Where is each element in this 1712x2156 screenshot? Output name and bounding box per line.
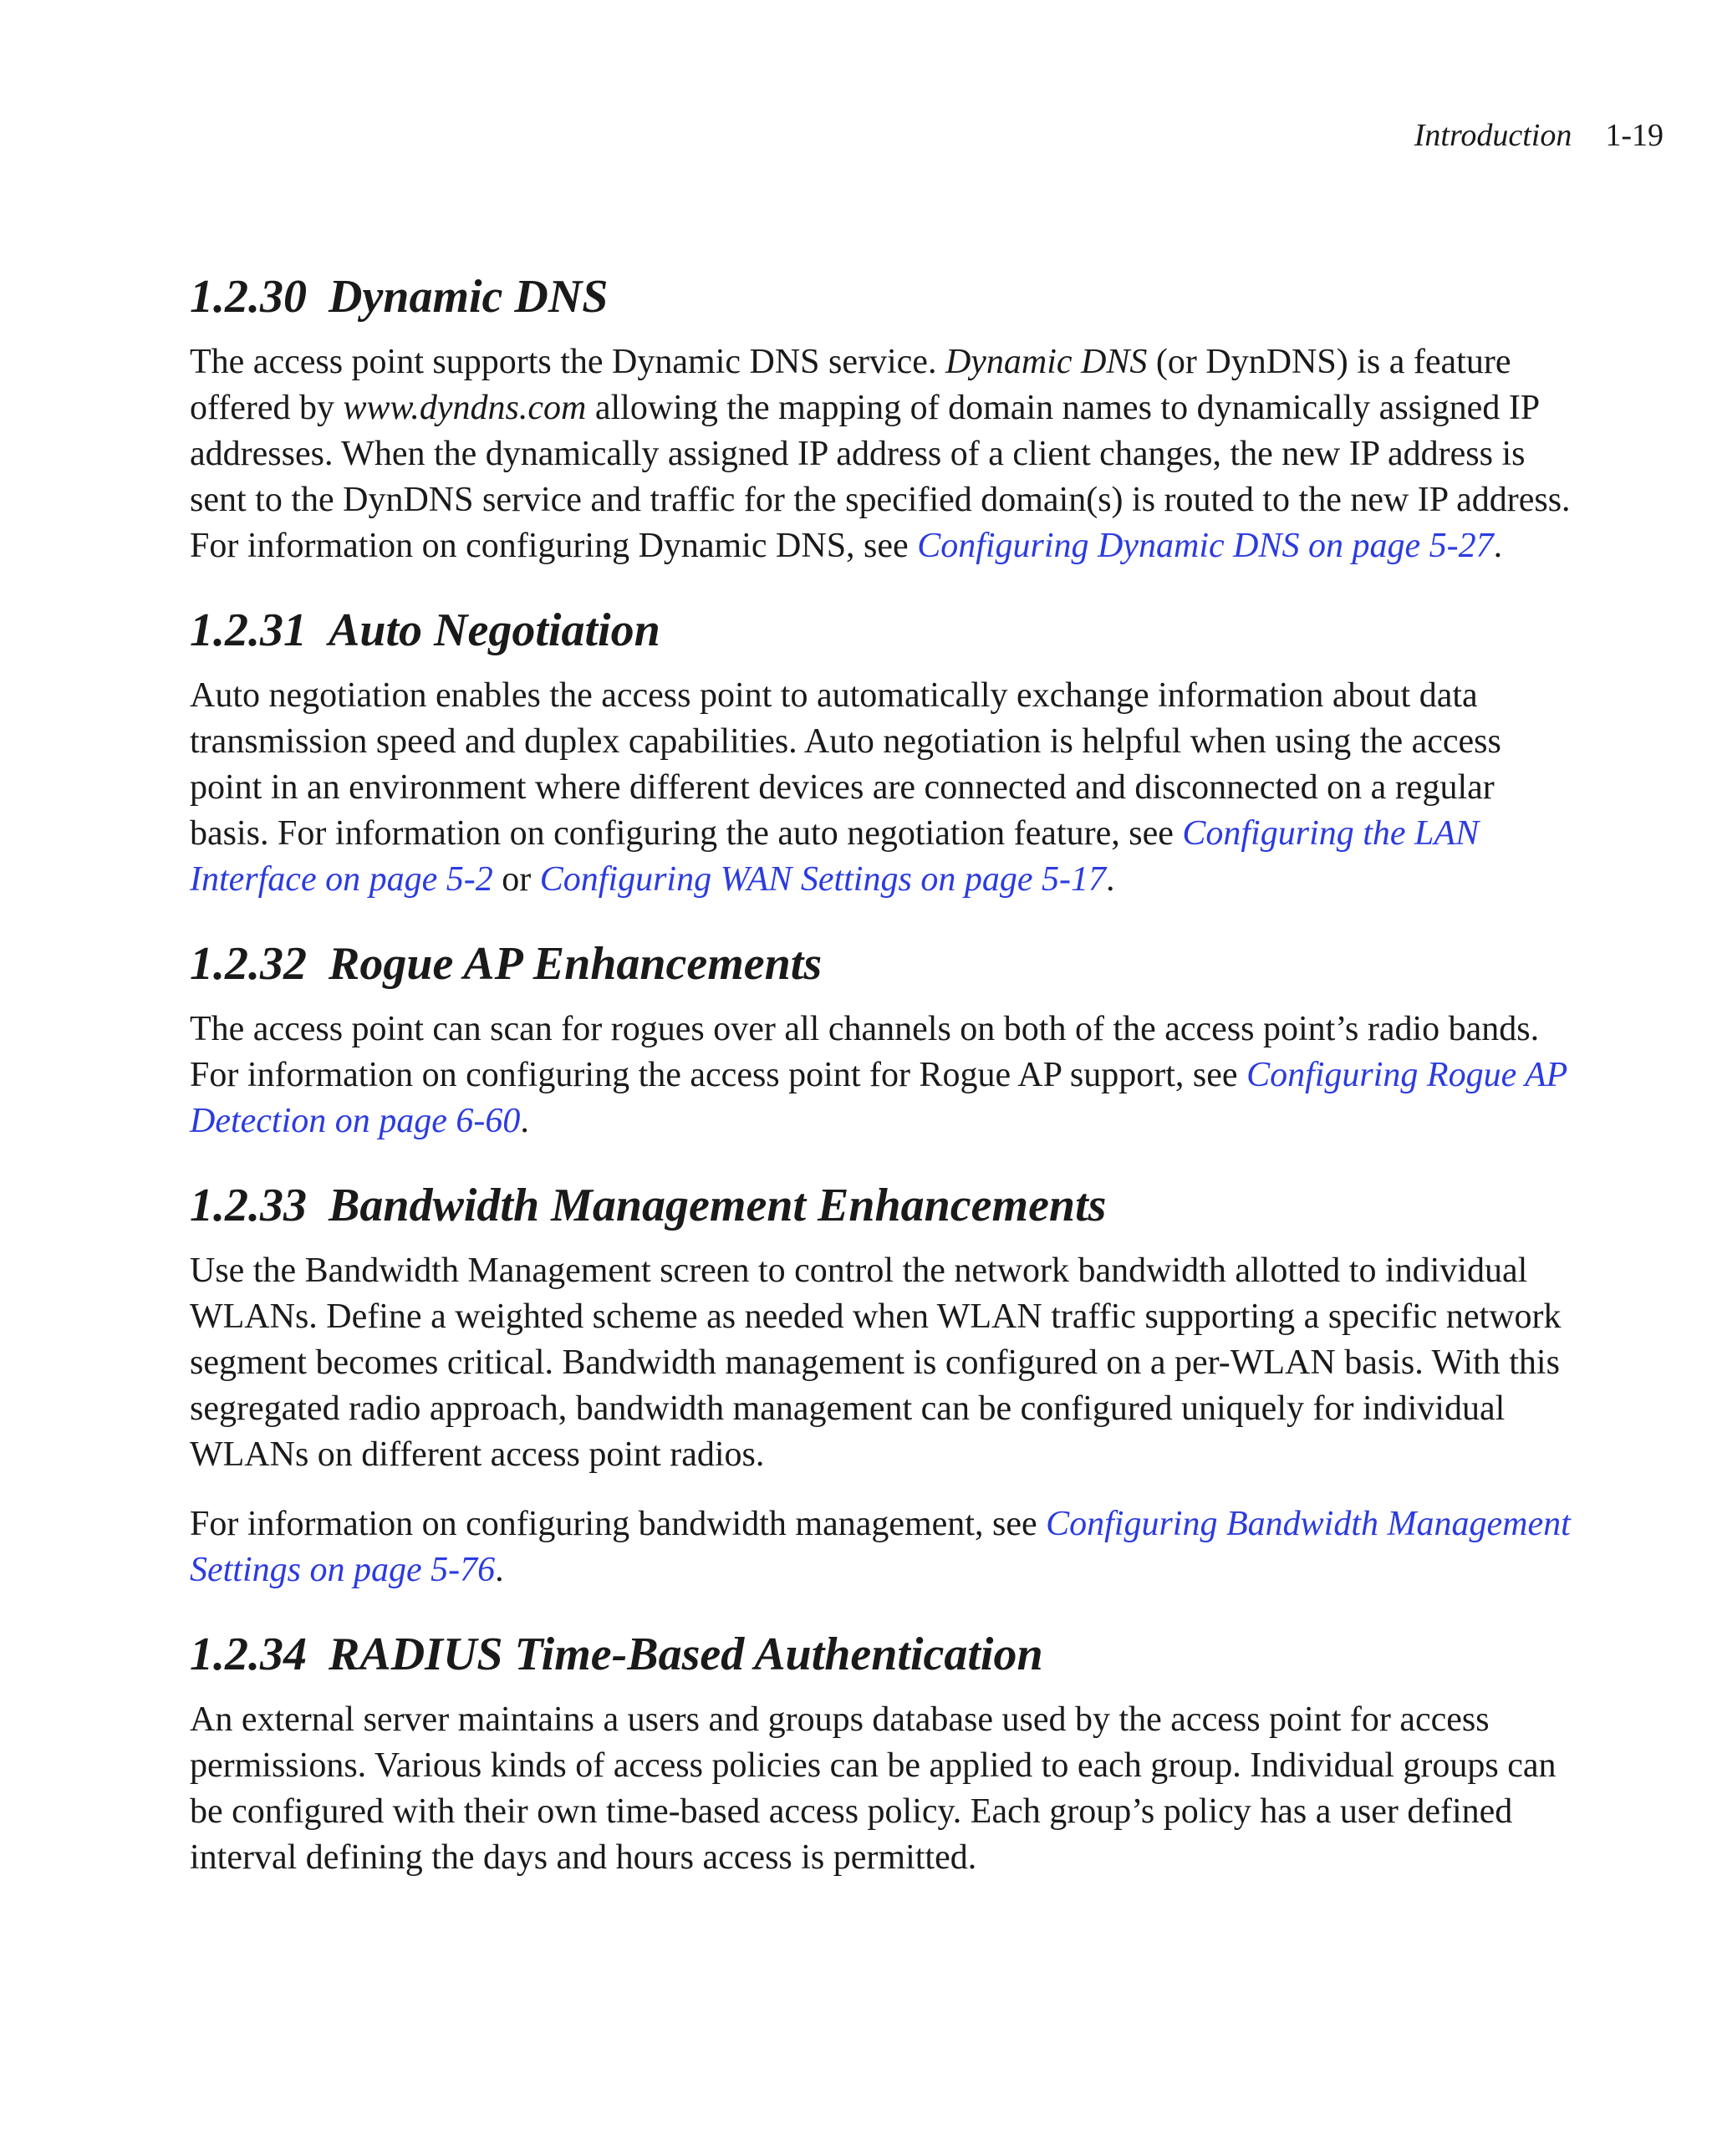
body-paragraph xyxy=(190,339,1577,569)
paragraph-text: An external server maintains a users and groups database used by the access point for access permissions. Various kinds of access policies can be applied to each group. Individual groups can be configured with their own time-based access policy. Each group’s policy has a user defined interval defining the days and hours access is permitted. xyxy=(190,1700,1557,1877)
document-body xyxy=(190,269,1577,1914)
paragraph-text: For information on configuring bandwidth management, see xyxy=(190,1505,1047,1543)
body-paragraph xyxy=(190,1248,1577,1478)
section-number: 1.2.31 xyxy=(190,604,307,656)
paragraph-text: The access point can scan for rogues over all channels on both of the access point’s radio bands. For information on configuring the access point for Rogue AP support, see xyxy=(190,1010,1540,1094)
section-1-2-33 xyxy=(190,1178,1577,1593)
running-header xyxy=(1414,115,1664,155)
section-title: Auto Negotiation xyxy=(329,604,660,656)
section-title: Bandwidth Management Enhancements xyxy=(329,1180,1107,1231)
body-paragraph xyxy=(190,673,1577,903)
section-heading xyxy=(190,1178,1577,1233)
page-number: 1-19 xyxy=(1605,118,1664,153)
paragraph-text: Use the Bandwidth Management screen to control the network bandwidth allotted to individual WLANs. Define a weighted scheme as needed when WLAN traffic supporting a specific network segment becomes critical. Bandwidth management is configured on a per-WLAN basis. With this segregated radio approach, bandwidth management can be configured uniquely for individual WLANs on different access point radios. xyxy=(190,1251,1562,1474)
cross-reference-link[interactable]: Configuring Rogue AP Detection on page 6-60 xyxy=(190,1056,1567,1140)
body-paragraph xyxy=(190,1697,1577,1881)
cross-reference-link[interactable]: Configuring Dynamic DNS on page 5-27 xyxy=(917,527,1494,565)
emphasis-text: Dynamic DNS xyxy=(945,343,1148,381)
paragraph-text: . xyxy=(1493,527,1503,565)
paragraph-text: . xyxy=(520,1102,529,1140)
paragraph-text: (or DynDNS) is a feature offered by xyxy=(190,343,1511,427)
cross-reference-link[interactable]: Configuring WAN Settings on page 5-17 xyxy=(539,860,1106,899)
section-title: Dynamic DNS xyxy=(329,271,609,323)
section-1-2-31 xyxy=(190,603,1577,903)
section-number: 1.2.30 xyxy=(190,271,307,323)
cross-reference-link[interactable]: Configuring the LAN Interface on page 5-2 xyxy=(190,814,1480,899)
section-number: 1.2.34 xyxy=(190,1628,307,1680)
section-title: RADIUS Time-Based Authentication xyxy=(329,1628,1043,1680)
section-number: 1.2.32 xyxy=(190,938,307,990)
section-heading xyxy=(190,936,1577,991)
emphasis-text: www.dyndns.com xyxy=(343,389,587,427)
section-1-2-34 xyxy=(190,1627,1577,1881)
section-title: Rogue AP Enhancements xyxy=(329,938,823,990)
paragraph-text: . xyxy=(495,1551,504,1589)
section-heading xyxy=(190,603,1577,658)
cross-reference-link[interactable]: Configuring Bandwidth Management Settings on page 5-76 xyxy=(190,1505,1571,1589)
paragraph-text: The access point supports the Dynamic DNS service. xyxy=(190,343,945,381)
header-title: Introduction xyxy=(1414,118,1572,153)
paragraph-text: . xyxy=(1105,860,1115,899)
paragraph-text: Auto negotiation enables the access point to automatically exchange information about data transmission speed and duplex capabilities. Auto negotiation is helpful when using the access point in an environment where different devices are connected and disconnected on a regular basis. For information on configuring the auto negotiation feature, see xyxy=(190,676,1501,853)
body-paragraph xyxy=(190,1007,1577,1144)
section-heading xyxy=(190,1627,1577,1682)
paragraph-text: or xyxy=(492,860,540,899)
section-1-2-30 xyxy=(190,269,1577,569)
paragraph-text: allowing the mapping of domain names to dynamically assigned IP addresses. When the dynamically assigned IP address of a client changes, the new IP address is sent to the DynDNS service and traffic for the specified domain(s) is routed to the new IP address. For information on configuring Dynamic DNS, see xyxy=(190,389,1571,565)
section-number: 1.2.33 xyxy=(190,1180,307,1231)
body-paragraph xyxy=(190,1501,1577,1593)
section-1-2-32 xyxy=(190,936,1577,1144)
section-heading xyxy=(190,269,1577,324)
